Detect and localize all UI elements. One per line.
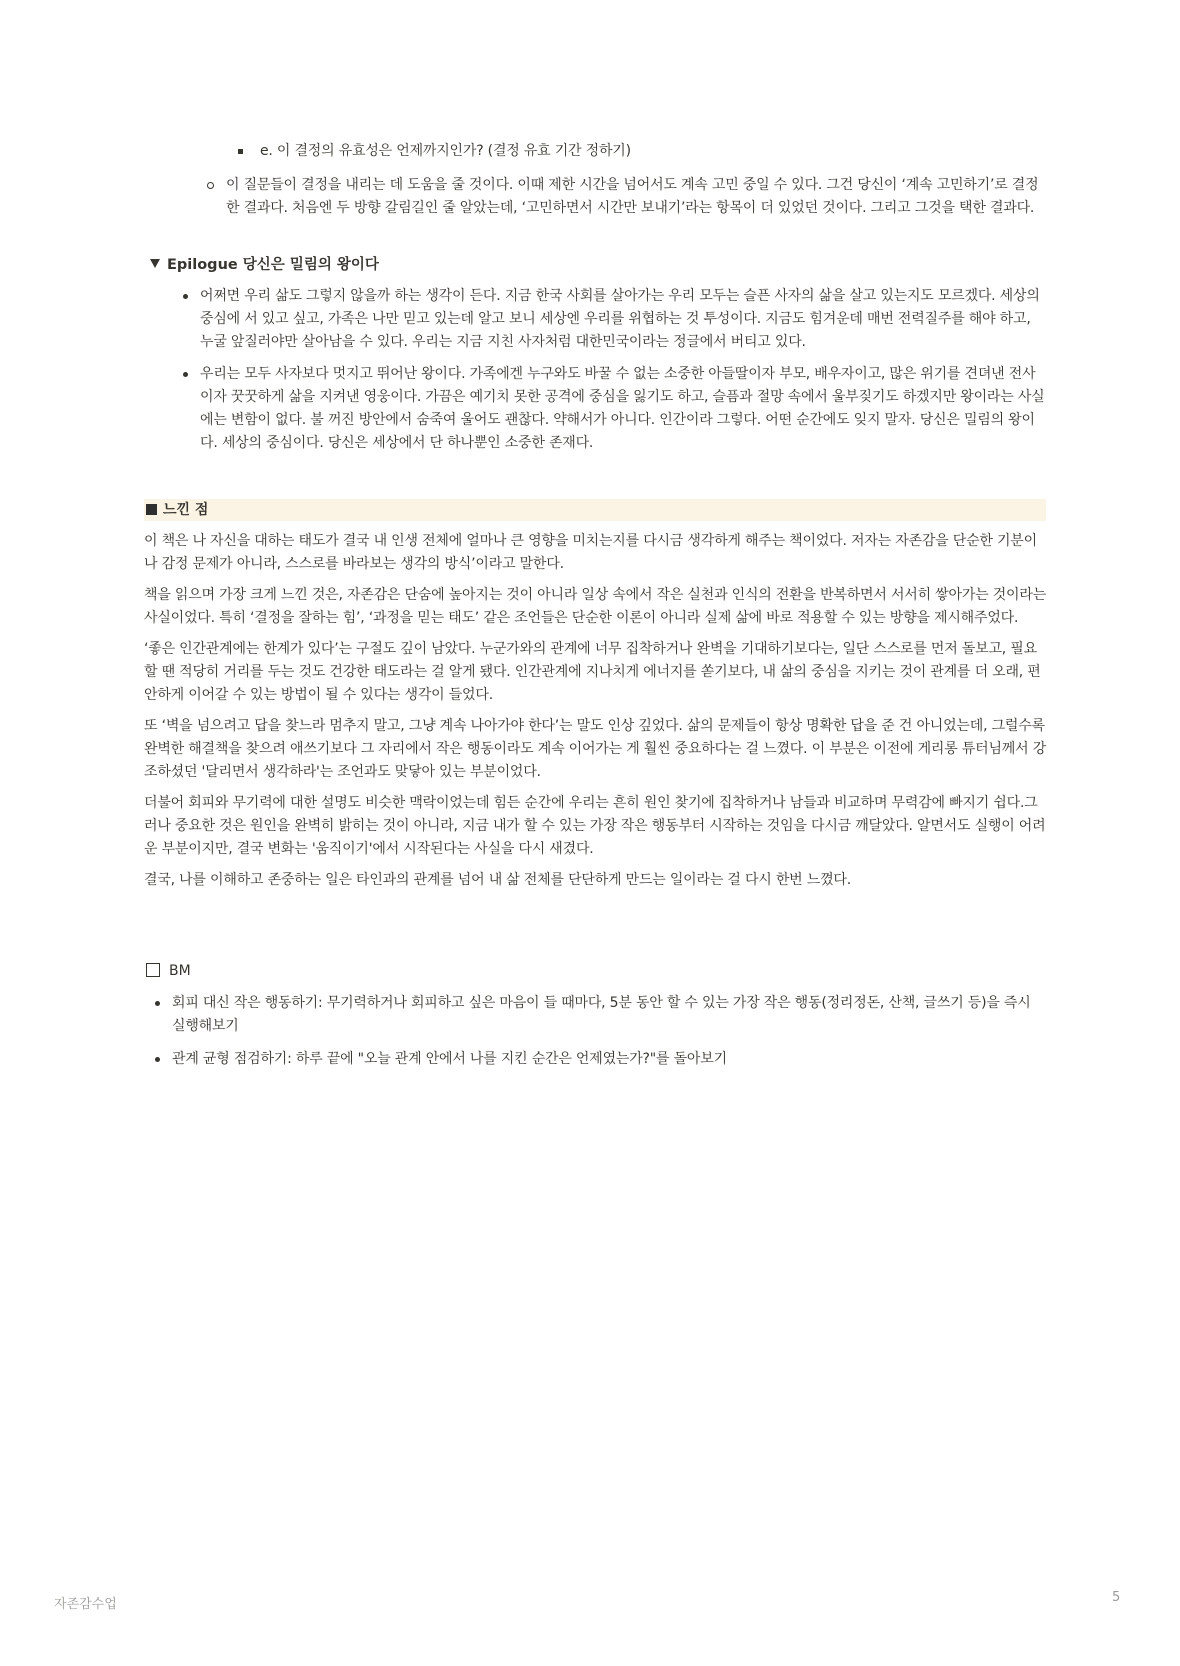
section-heading xyxy=(146,499,208,521)
triangle-down-icon[interactable] xyxy=(150,259,160,268)
bullet-icon xyxy=(183,372,188,377)
section-title: 느낀 점 xyxy=(163,502,209,518)
list-item xyxy=(172,1048,1046,1071)
bm-label: BM xyxy=(169,963,191,979)
square-bullet-icon xyxy=(238,149,243,154)
list-item-square xyxy=(260,140,1020,163)
paragraph: 결국, 나를 이해하고 존중하는 일은 타인과의 관계를 넘어 내 삶 전체를 단단하게 만드는 일이라는 걸 다시 한번 느꼈다. xyxy=(144,872,851,888)
bm-list xyxy=(172,992,1046,1081)
section-heading-callout xyxy=(144,499,1046,521)
reflection-paragraphs xyxy=(144,530,1046,900)
circle-bullet-icon xyxy=(207,182,214,189)
footer-title: 자존감수업 xyxy=(54,1597,117,1612)
list-item-text: 어쩌면 우리 삶도 그렇지 않을까 하는 생각이 든다. 지금 한국 사회를 살아가는 우리 모두는 슬픈 사자의 삶을 살고 있는지도 모르겠다. 세상의 중심에 서 있고 싶고, 가족은 나만 믿고 있는데 알고 보니 세상엔 우리를 위협하는 것 투성이다. 지금도 힘겨운데 매번 전력질주를 해야 하고, 누굴 앞질러야만 살아남을 수 있다. 우리는 지금 지친 사자처럼 대한민국이라는 정글에서 버티고 있다. xyxy=(200,288,1040,350)
bullet-icon xyxy=(183,294,188,299)
list-item-text: 회피 대신 작은 행동하기: 무기력하거나 회피하고 싶은 마음이 들 때마다, 5분 동안 할 수 있는 가장 작은 행동(정리정돈, 산책, 글쓰기 등)을 즉시 실행해보기 xyxy=(172,995,1031,1034)
black-square-icon xyxy=(146,504,157,515)
paragraph: 책을 읽으며 가장 크게 느낀 것은, 자존감은 단숨에 높아지는 것이 아니라 일상 속에서 작은 실천과 인식의 전환을 반복하면서 서서히 쌓아가는 것이라는 사실이었다. 특히 ‘결정을 잘하는 힘’, ‘과정을 믿는 태도’ 같은 조언들은 단순한 이론이 아니라 실제 삶에 바로 적용할 수 있는 방향을 제시해주었다. xyxy=(144,587,1047,626)
paragraph: 또 ‘벽을 넘으려고 답을 찾느라 멈추지 말고, 그냥 계속 나아가야 한다’는 말도 인상 깊었다. 삶의 문제들이 항상 명확한 답을 준 건 아니었는데, 그럴수록 완벽한 해결책을 찾으려 애쓰기보다 그 자리에서 작은 행동이라도 계속 이어가는 게 훨씬 중요하다는 걸 느꼈다. 이 부분은 이전에 게리롱 튜터님께서 강조하셨던 '달리면서 생각하라'는 조언과도 맞닿아 있는 부분이었다. xyxy=(144,718,1047,780)
list-item xyxy=(200,285,1046,354)
list-item xyxy=(200,363,1046,455)
page-number: 5 xyxy=(1112,1590,1121,1605)
list-item-text: 이 질문들이 결정을 내리는 데 도움을 줄 것이다. 이때 제한 시간을 넘어서도 계속 고민 중일 수 있다. 그건 당신이 ‘계속 고민하기’로 결정한 결과다. 처음엔 두 방향 갈림길인 줄 알았는데, ‘고민하면서 시간만 보내기’라는 항목이 더 있었던 것이다. 그리고 그것을 택한 결과다. xyxy=(226,177,1039,216)
bullet-icon xyxy=(155,1057,160,1062)
list-item xyxy=(172,992,1046,1038)
paragraph: 더불어 회피와 무기력에 대한 설명도 비슷한 맥락이었는데 힘든 순간에 우리는 흔히 원인 찾기에 집착하거나 남들과 비교하며 무력감에 빠지기 쉽다.그러나 중요한 것은 원인을 완벽히 밝히는 것이 아니라, 지금 내가 할 수 있는 가장 작은 행동부터 시작하는 것임을 다시금 깨달았다. 알면서도 실행이 어려운 부분이지만, 결국 변화는 '움직이기'에서 시작된다는 사실을 다시 새겼다. xyxy=(144,795,1046,857)
epilogue-title: Epilogue 당신은 밀림의 왕이다 xyxy=(167,257,379,273)
bullet-icon xyxy=(155,1001,160,1006)
checkbox-icon[interactable] xyxy=(146,963,160,977)
bm-todo[interactable] xyxy=(146,960,191,982)
paragraph: 이 책은 나 자신을 대하는 태도가 결국 내 인생 전체에 얼마나 큰 영향을 미치는지를 다시금 생각하게 해주는 책이었다. 저자는 자존감을 단순한 기분이나 감정 문제가 아니라, 스스로를 바라보는 생각의 방식’이라고 말한다. xyxy=(144,533,1037,572)
paragraph: ‘좋은 인간관계에는 한계가 있다’는 구절도 깊이 남았다. 누군가와의 관계에 너무 집착하거나 완벽을 기대하기보다는, 일단 스스로를 먼저 돌보고, 필요할 땐 적당히 거리를 두는 것도 건강한 태도라는 걸 알게 됐다. 인간관계에 지나치게 에너지를 쏟기보다, 내 삶의 중심을 지키는 것이 관계를 더 오래, 편안하게 이어갈 수 있는 방법이 될 수 있다는 생각이 들었다. xyxy=(144,641,1041,703)
epilogue-list xyxy=(200,285,1046,464)
list-item-text: 우리는 모두 사자보다 멋지고 뛰어난 왕이다. 가족에겐 누구와도 바꿀 수 없는 소중한 아들딸이자 부모, 배우자이고, 많은 위기를 견뎌낸 전사이자 꿋꿋하게 삶을 지켜낸 영웅이다. 가끔은 예기치 못한 공격에 중심을 잃기도 하고, 슬픔과 절망 속에서 울부짖기도 하겠지만 왕이라는 사실에는 변함이 없다. 불 꺼진 방안에서 숨죽여 울어도 괜찮다. 약해서가 아니다. 인간이라 그렇다. 어떤 순간에도 잊지 말자. 당신은 밀림의 왕이다. 세상의 중심이다. 당신은 세상에서 단 하나뿐인 소중한 존재다. xyxy=(200,366,1045,451)
list-item-text: e. 이 결정의 유효성은 언제까지인가? (결정 유효 기간 정하기) xyxy=(260,143,631,159)
list-item-text: 관계 균형 점검하기: 하루 끝에 "오늘 관계 안에서 나를 지킨 순간은 언제였는가?"를 돌아보기 xyxy=(172,1051,727,1067)
list-item-circle xyxy=(226,174,1046,220)
epilogue-toggle[interactable] xyxy=(150,254,379,277)
